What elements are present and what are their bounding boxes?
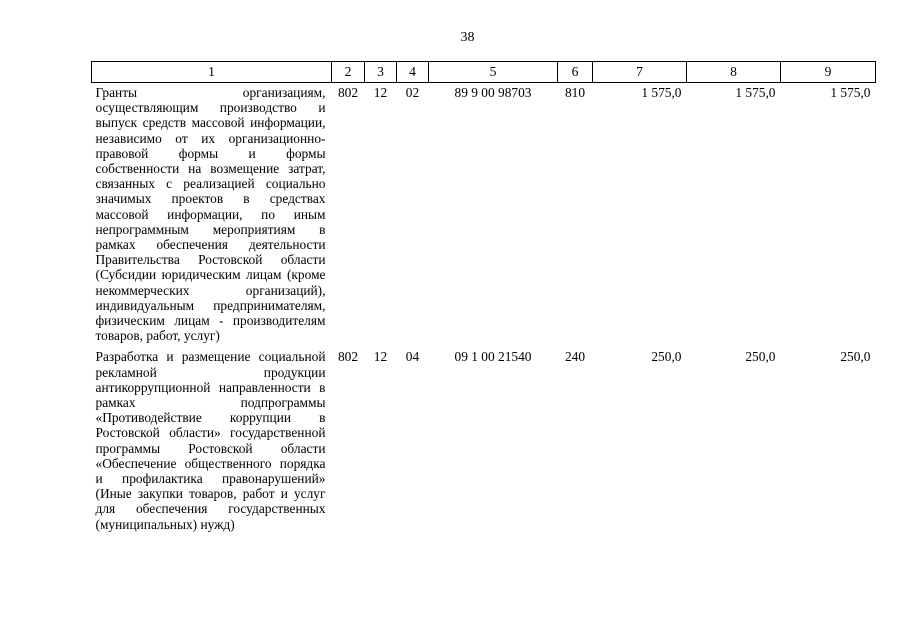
row-ministry-code: 802 (337, 349, 359, 365)
header-row (92, 62, 876, 83)
row-amount-col9: 250,0 (840, 349, 871, 365)
row-subsection-code: 02 (405, 85, 420, 100)
column-header-8: 8 (687, 62, 781, 83)
row-amount-col8: 1 575,0 (735, 85, 776, 100)
row-amount-col9: 1 575,0 (830, 85, 871, 100)
table-row (92, 347, 876, 535)
column-header-2: 2 (332, 62, 365, 83)
row-description: Гранты организациям, осуществляющим производство и выпуск средств массовой информации, независимо от их организационно-правовой формы и формы собственности на возмещение затрат, связанных с реализацией социально значимых проектов в средствах массовой информации, по иным непрограммным мероприятиям в рамках обеспечения деятельности Правительства Ростовской области (Субсидии юридическим лицам (кроме некоммерческих организаций), индивидуальным предпринимателям, физическим лицам - производителям товаров, работ, услуг) (95, 85, 326, 344)
row-target-article-code: 09 1 00 21540 (454, 349, 532, 365)
column-header-9: 9 (781, 62, 876, 83)
row-section-code: 12 (373, 85, 388, 100)
row-ministry-code: 802 (337, 85, 359, 100)
column-header-7: 7 (593, 62, 687, 83)
column-header-3: 3 (365, 62, 397, 83)
column-header-4: 4 (397, 62, 429, 83)
row-section-code: 12 (373, 349, 388, 365)
row-subsection-code: 04 (405, 349, 420, 365)
page-number: 38 (460, 30, 475, 45)
row-expense-type-code: 240 (564, 349, 586, 365)
column-header-6: 6 (558, 62, 593, 83)
table-row (92, 83, 876, 348)
budget-table (91, 61, 876, 536)
row-amount-col7: 1 575,0 (641, 85, 682, 100)
row-expense-type-code: 810 (564, 85, 586, 100)
row-amount-col8: 250,0 (745, 349, 776, 365)
row-amount-col7: 250,0 (651, 349, 682, 365)
column-header-5: 5 (429, 62, 558, 83)
row-description: Разработка и размещение социальной рекламной продукции антикоррупционной направленности в рамках подпрограммы «Противодействие коррупции в Ростовской области» государственной программы Ростовской области «Обеспечение общественного порядка и профилактика правонарушений» (Иные закупки товаров, работ и услуг для обеспечения государственных (муниципальных) нужд) (95, 349, 326, 532)
row-target-article-code: 89 9 00 98703 (454, 85, 532, 100)
column-header-1: 1 (92, 62, 332, 83)
